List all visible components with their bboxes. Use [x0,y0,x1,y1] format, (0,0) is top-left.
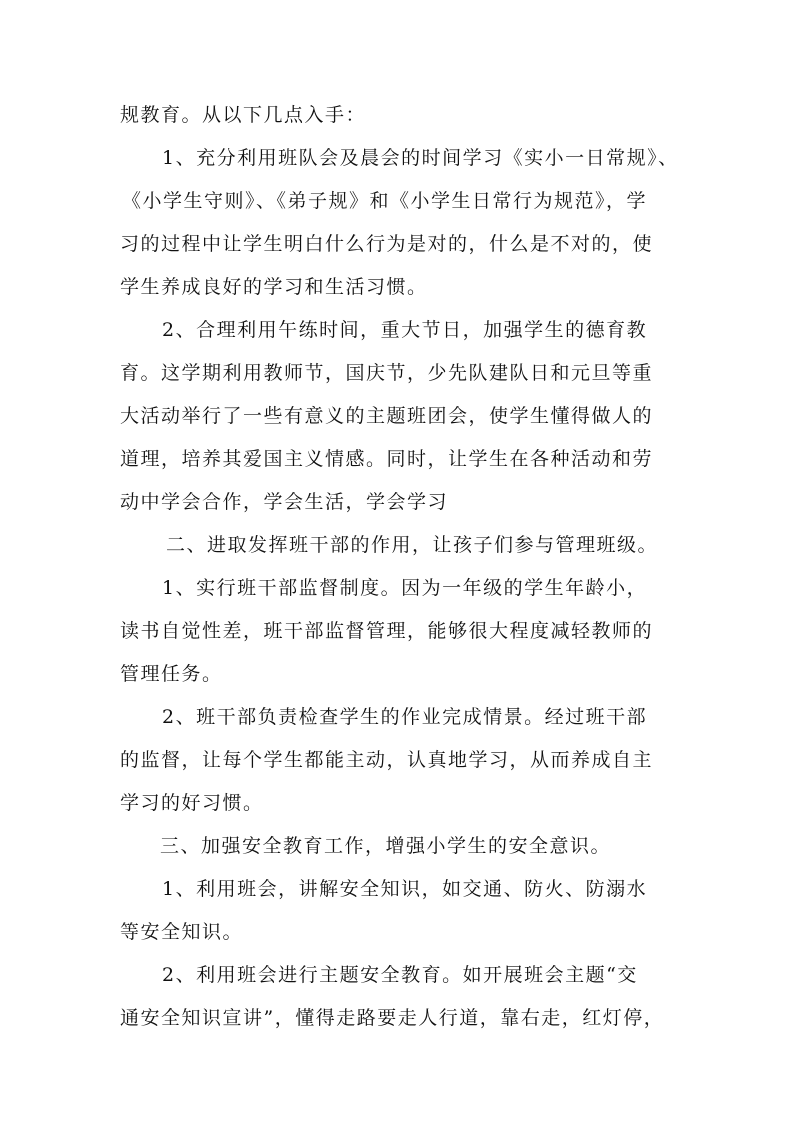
text-line: 的监督，让每个学生都能主动，认真地学习，从而养成自主 [120,749,654,771]
text-line: 通安全知识宣讲”，懂得走路要走人行道，靠右走，红灯停， [120,1007,665,1029]
text-line: 道理，培养其爱国主义情感。同时，让学生在各种活动和劳 [120,448,654,470]
text-line: 《小学生守则》、《弟子规》和《小学生日常行为规范》，学 [122,190,648,212]
text-line: 等安全知识。 [120,921,244,943]
text-line: 1、利用班会，讲解安全知识，如交通、防火、防溺水 [162,878,648,900]
text-line: 读书自觉性差，班干部监督管理，能够很大程度减轻教师的 [120,620,654,642]
text-line: 学习的好习惯。 [120,792,264,814]
text-line: 管理任务。 [120,663,223,685]
text-line: 2、合理利用午练时间，重大节日，加强学生的德育教 [162,319,648,341]
text-line: 1、实行班干部监督制度。因为一年级的学生年龄小， [162,577,648,599]
text-line: 育。这学期利用教师节，国庆节，少先队建队日和元旦等重 [120,362,654,384]
section-heading: 二、进取发挥班干部的作用，让孩子们参与管理班级。 [166,534,659,556]
text-line: 2、利用班会进行主题安全教育。如开展班会主题“交 [162,964,638,986]
text-line: 1、充分利用班队会及晨会的时间学习《实小一日常规》、 [162,147,679,169]
text-line: 规教育。从以下几点入手： [120,104,367,126]
section-heading: 三、加强安全教育工作，增强小学生的安全意识。 [160,835,612,857]
text-line: 大活动举行了一些有意义的主题班团会，使学生懂得做人的 [120,405,654,427]
text-line: 习的过程中让学生明白什么行为是对的，什么是不对的，使 [120,233,654,255]
text-line: 2、班干部负责检查学生的作业完成情景。经过班干部 [162,706,648,728]
text-line: 动中学会合作，学会生活，学会学习 [120,491,449,513]
text-line: 学生养成良好的学习和生活习惯。 [120,276,428,298]
